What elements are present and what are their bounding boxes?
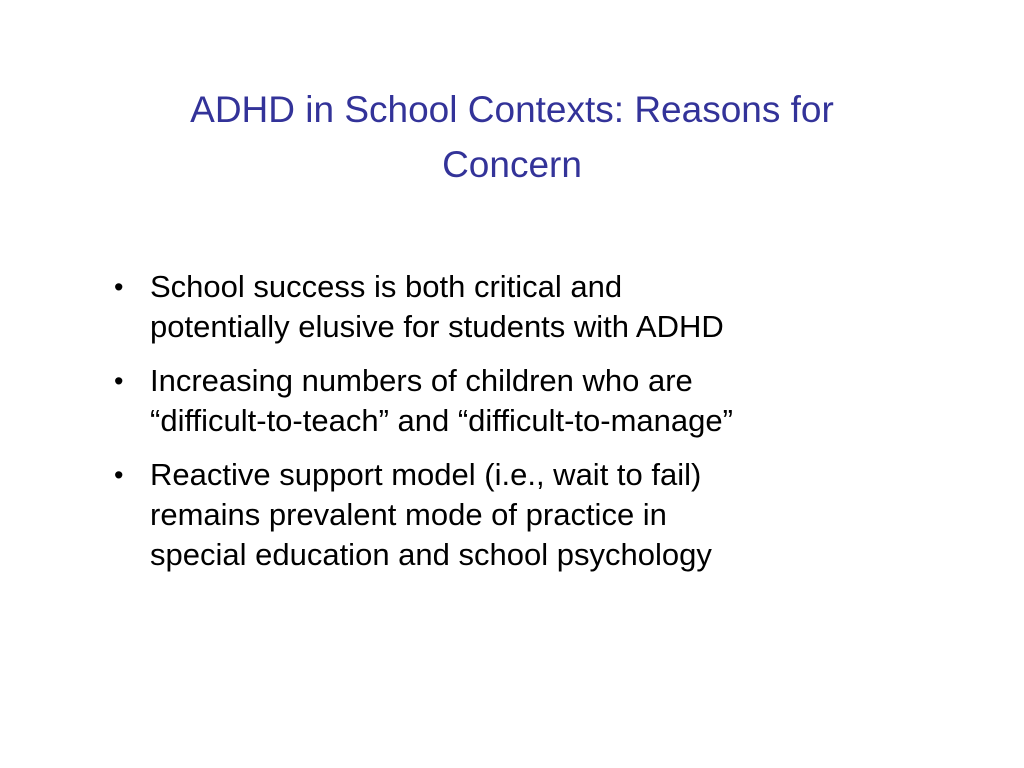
bullet-text-line: special education and school psychology [150, 537, 712, 572]
bullet-text-line: potentially elusive for students with ADHD [150, 309, 724, 344]
bullet-list [112, 267, 992, 589]
bullet-text-line: “difficult-to-teach” and “difficult-to-manage” [150, 403, 733, 438]
slide-title-line-2: Concern [442, 144, 582, 185]
bullet-dot-icon: • [114, 460, 124, 490]
bullet-dot-icon: • [114, 272, 124, 302]
bullet-text-line: remains prevalent mode of practice in [150, 497, 667, 532]
bullet-item-school-success [112, 267, 992, 347]
bullet-text-line: Reactive support model (i.e., wait to fail) [150, 457, 702, 492]
bullet-item-increasing-numbers [112, 361, 992, 441]
slide-title-line-1: ADHD in School Contexts: Reasons for [190, 89, 834, 130]
bullet-dot-icon: • [114, 366, 124, 396]
bullet-text-line: School success is both critical and [150, 269, 623, 304]
slide-title [60, 82, 964, 192]
bullet-item-reactive-support [112, 455, 992, 575]
bullet-text-line: Increasing numbers of children who are [150, 363, 693, 398]
